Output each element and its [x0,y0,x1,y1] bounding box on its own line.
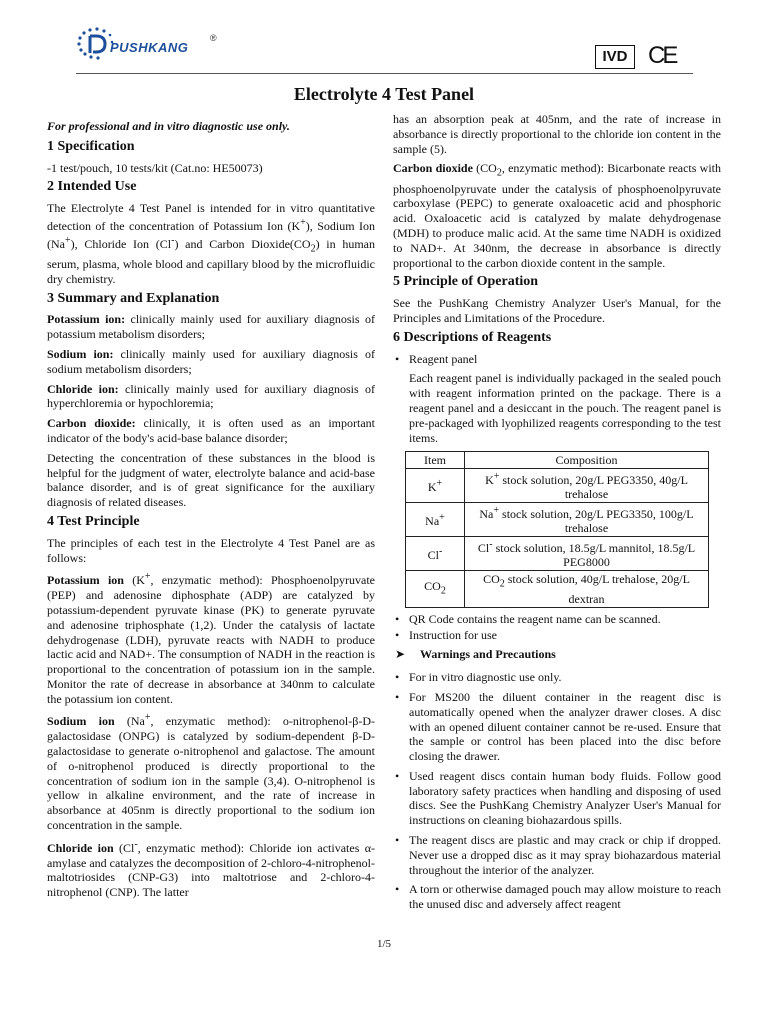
list-item: • The reagent discs are plastic and may crack or chip if dropped. Never use a dropped disc as it may spray biohazardous material throughout the interior of the analyzer. [393,833,721,877]
table-cell-item: Na+ [406,503,465,537]
right-column [393,112,721,917]
list-item: • Instruction for use [393,628,721,643]
specification-text: -1 test/pouch, 10 tests/kit (Cat.no: HE50073) [47,160,263,175]
page-header [0,0,768,82]
list-item: • For in vitro diagnostic use only. [393,670,721,685]
ivd-symbol: IVD [595,45,635,69]
document-title: Electrolyte 4 Test Panel [293,84,475,104]
list-item: • Reagent panel [393,352,721,367]
summary-item-carbon-dioxide: Carbon dioxide: clinically, it is often used as an important indicator of the body's acid-base balance disorder; [47,416,375,445]
table-row [406,537,709,571]
arrow-bullet-icon: ➤ [395,647,406,662]
brand-name: PUSHKANG [110,40,189,55]
reagent-table [405,451,709,607]
table-cell-composition: $CO_2$ stock solution, 40g/L trehalose, 20g/L dextran [465,571,709,607]
summary-item-potassium: Potassium ion: clinically mainly used for auxiliary diagnosis of potassium metabolism disorders; [47,312,375,342]
operation-text: See the PushKang Chemistry Analyzer User's Manual, for the Principles and Limitations of the Procedure. [393,296,721,325]
section-heading-intended-use: 2 Intended Use [47,179,137,195]
principle-carbon-dioxide: Carbon dioxide ($CO_2$, enzymatic method): Bicarbonate reacts with phosphoenolpyruvate under the catalysis of phosphoenolpyruvate carboxylase (PEPC) to generate oxaloacetic acid and phosphoric acid. Oxaloacetic acid is catalyzed by malate dehydrogenase (MDH) to produce malic acid. At the same time NADH is oxidized to NAD+. At 340nm, the decrease in absorbance is directly proportional to the carbon dioxide content in the sample. [393,161,722,270]
table-row [406,571,709,607]
list-item: • QR Code contains the reagent name can be scanned. [393,612,721,627]
test-principle-intro: The principles of each test in the Electrolyte 4 Test Panel are as follows: [47,535,375,565]
table-cell-composition: Cl- stock solution, 18.5g/L mannitol, 18.5g/L PEG8000 [465,537,709,571]
reagent-panel-text: Each reagent panel is individually packaged in the sealed pouch with reagent information printed on the package. There is a reagent panel and a desiccant in the pouch. The reagent panel is pre-packaged with lyophilized reagents corresponding to the test items. [409,371,721,445]
summary-paragraph: Detecting the concentration of these substances in the blood is helpful for the judgment of water, electrolyte balance and acid-base balance disorder, and is of great significance for the auxiliary diagnosis of related diseases. [47,450,375,510]
intended-use-text: The Electrolyte 4 Test Panel is intended for in vitro quantitative detection of the concentration of Potassium Ion (K+), Sodium Ion (Na+), Chloride Ion (Cl-) and Carbon $Dioxide(CO_2)$ in human serum, plasma, whole blood and capillary blood by the microfluidic dry chemistry. [47,201,375,286]
table-header-item: Item [406,452,465,469]
table-cell-composition: K+ stock solution, 20g/L PEG3350, 40g/L trehalose [465,469,709,503]
list-item: • For MS200 the diluent container in the reagent disc is automatically opened when the analyzer drawer closes. A disc with an opened diluent container cannot be re-used. Ensure that the sample or control has been placed into the disc before closing the drawer. [393,690,721,764]
warnings-list [393,670,721,912]
summary-item-sodium: Sodium ion: clinically mainly used for auxiliary diagnosis of sodium metabolism disorders; [47,346,375,376]
left-column [47,119,375,905]
summary-item-chloride: Chloride ion: clinically mainly used for auxiliary diagnosis of hyperchloremia or hypochloremia; [47,381,375,411]
table-row [406,469,709,503]
principle-sodium: Sodium ion (Na+, enzymatic method): o-nitrophenol-β-D-galactosidase (ONPG) is catalyzed by sodium-dependent β-D-galactosidase to generate o-nitrophenol and galactose. The amount of o-nitrophenol produced is directly proportional to the concentration of sodium ion in the sample (3,4). O-nitrophenol is yellow in alkaline environment, and the rate of increase in absorbance at 405nm is directly proportional to the sodium ion concentration in the sample. [47,712,375,833]
list-item: • Used reagent discs contain human body fluids. Follow good laboratory safety practices when handling and disposing of used discs. See the PushKang Chemistry Analyzer User's Manual for instructions on cleaning biohazardous spills. [393,769,721,828]
header-rule [76,73,693,74]
section-heading-reagents: 6 Descriptions of Reagents [393,329,552,345]
section-heading-operation: 5 Principle of Operation [393,274,539,290]
table-row [406,503,709,537]
principle-chloride: Chloride ion (Cl-, enzymatic method): Chloride ion activates α-amylase and catalyzes the decomposition of 2-chloro-4-nitrophenol-maltotriosides (CNP-G3) into maltotriose and 2-chloro-4-nitrophenol (CNP). The latter [47,838,375,900]
table-cell-item: Cl- [406,537,465,571]
section-heading-summary: 3 Summary and Explanation [47,290,220,306]
section-heading-specification: 1 Specification [47,138,135,154]
table-cell-composition: Na+ stock solution, 20g/L PEG3350, 100g/L trehalose [465,503,709,537]
ce-mark-icon: CE [648,42,676,69]
intro-line: For professional and in vitro diagnostic use only. [47,119,290,133]
reagent-bullets [393,352,721,367]
registered-mark: ® [210,33,217,43]
section-heading-test-principle: 4 Test Principle [47,513,140,529]
warnings-heading: ➤ Warnings and Precautions [395,647,556,662]
page-number: 1/5 [376,938,392,950]
table-cell-item: $CO_2$ [406,571,465,607]
reagent-extra-bullets [393,612,721,643]
principle-potassium: Potassium ion (K+, enzymatic method): Phosphoenolpyruvate (PEP) and adenosine diphosphate (ADP) are catalyzed by potassium-dependent pyruvate kinase (PK) to generate pyruvate and adenosine triphosphate (1,2). Under the catalysis of lactate dehydrogenase (LDH), pyruvate reacts with NADH to produce lactic acid and NAD+. The consumption of NADH in the reaction is proportional to the concentration of potassium ion in the sample. Monitor the rate of decrease in absorbance at 340nm to calculate the potassium ion content. [47,571,375,706]
table-header-composition: Composition [465,452,709,469]
principle-chloride-continued: has an absorption peak at 405nm, and the rate of increase in absorbance is directly proportional to the chloride ion content in the sample (5). [393,112,721,156]
table-header-row [406,452,709,469]
table-cell-item: K+ [406,469,465,503]
list-item: • A torn or otherwise damaged pouch may allow moisture to reach the unused disc and adversely affect reagent [393,882,721,912]
